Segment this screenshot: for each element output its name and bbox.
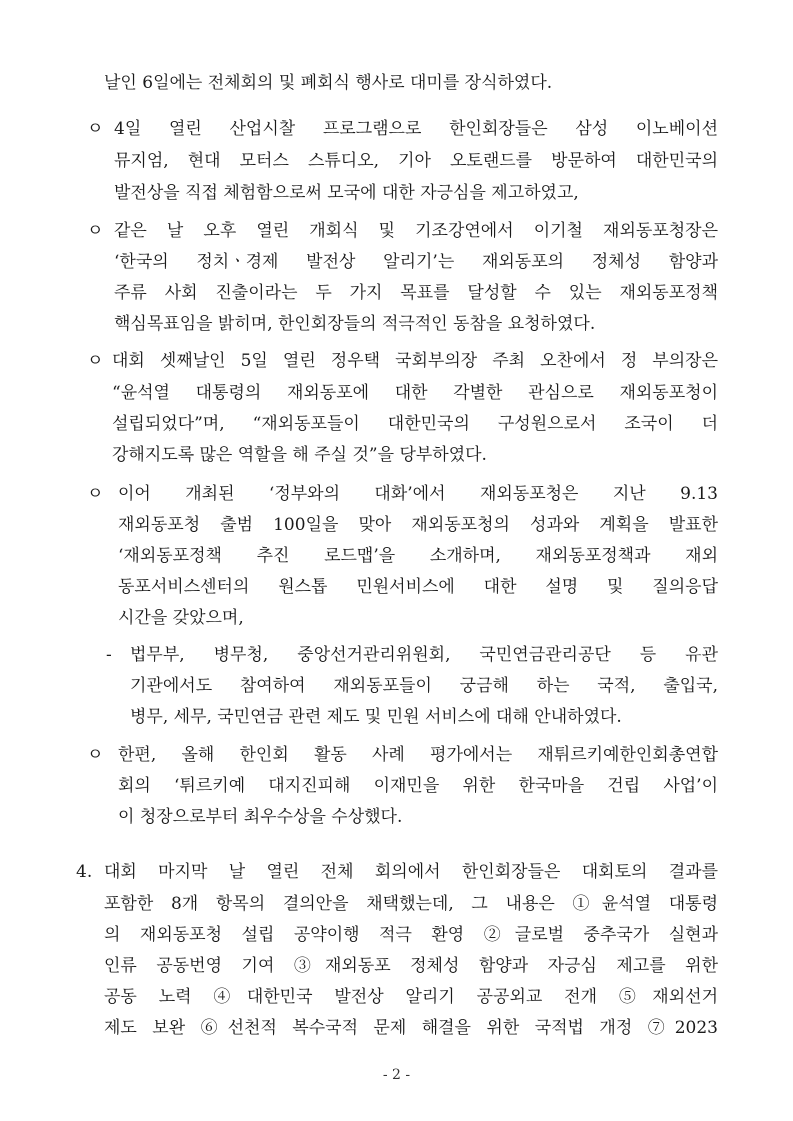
bullet-item-line: 같은 날 오후 열린 개회식 및 기조강연에서 이기철 재외동포청장은 (114, 221, 718, 241)
bullet-marker: ㅇ (87, 484, 104, 504)
dash-item-line: 병무, 세무, 국민연금 관련 제도 및 민원 서비스에 대해 안내하였다. (130, 707, 622, 727)
dash-marker: - (106, 645, 112, 665)
bullet-item-line: ‘한국의 정치ㆍ경제 발전상 알리기’는 재외동포의 정체성 함양과 (114, 252, 718, 272)
bullet-item-line: 대회 셋째날인 5일 열린 정우택 국회부의장 주최 오찬에서 정 부의장은 (112, 351, 718, 371)
section-line: 포함한 8개 항목의 결의안을 채택했는데, 그 내용은 ①윤석열 대통령 (104, 894, 718, 914)
bullet-item-line: 회의 ‘튀르키예 대지진피해 이재민을 위한 한국마을 건립 사업’이 (118, 776, 718, 796)
page-number: - 2 - (382, 1067, 411, 1083)
bullet-item-line: 발전상을 직접 체험함으로써 모국에 대한 자긍심을 제고하였고, (114, 183, 579, 203)
bullet-marker: ㅇ (87, 221, 104, 241)
bullet-item-line: “윤석열 대통령의 재외동포에 대한 각별한 관심으로 재외동포청이 (112, 383, 718, 403)
dash-item-line: 법무부, 병무청, 중앙선거관리위원회, 국민연금관리공단 등 유관 (130, 645, 718, 665)
paragraph-line: 날인 6일에는 전체회의 및 폐회식 행사로 대미를 장식하였다. (104, 73, 553, 93)
section-line: 공동 노력 ④대한민국 발전상 알리기 공공외교 전개 ⑤재외선거 (104, 987, 718, 1007)
bullet-item-line: 한편, 올해 한인회 활동 사례 평가에서는 재튀르키예한인회총연합 (118, 745, 718, 765)
bullet-item-line: 강해지도록 많은 역할을 해 주실 것”을 당부하였다. (112, 445, 487, 465)
bullet-item-line: 동포서비스센터의 원스톱 민원서비스에 대한 설명 및 질의응답 (118, 577, 718, 597)
bullet-item-line: 뮤지엄, 현대 모터스 스튜디오, 기아 오토랜드를 방문하여 대한민국의 (114, 151, 718, 171)
bullet-item-line: 주류 사회 진출이라는 두 가지 목표를 달성할 수 있는 재외동포정책 (114, 283, 718, 303)
bullet-item-line: 설립되었다”며, “재외동포들이 대한민국의 구성원으로서 조국이 더 (112, 414, 718, 434)
bullet-item-line: 이어 개최된 ‘정부와의 대화’에서 재외동포청은 지난 9.13 (118, 484, 718, 504)
section-line: 대회 마지막 날 열린 전체 회의에서 한인회장들은 대회토의 결과를 (104, 862, 718, 882)
bullet-item-line: 이 청장으로부터 최우수상을 수상했다. (118, 807, 403, 827)
bullet-item-line: 4일 열린 산업시찰 프로그램으로 한인회장들은 삼성 이노베이션 (114, 119, 718, 139)
bullet-item-line: ‘재외동포정책 추진 로드맵’을 소개하며, 재외동포정책과 재외 (118, 546, 718, 566)
section-line: 인류 공동번영 기여 ③재외동포 정체성 함양과 자긍심 제고를 위한 (104, 956, 718, 976)
bullet-marker: ㅇ (87, 745, 104, 765)
bullet-item-line: 핵심목표임을 밝히며, 한인회장들의 적극적인 동참을 요청하였다. (114, 314, 596, 334)
bullet-marker: ㅇ (87, 119, 104, 139)
bullet-item-line: 시간을 갖았으며, (118, 608, 244, 628)
section-line: 의 재외동포청 설립 공약이행 적극 환영 ②글로벌 중추국가 실현과 (104, 925, 718, 945)
section-number: 4. (76, 862, 93, 882)
bullet-item-line: 재외동포청 출범 100일을 맞아 재외동포청의 성과와 계획을 발표한 (118, 515, 718, 535)
section-line: 제도 보완 ⑥선천적 복수국적 문제 해결을 위한 국적법 개정 ⑦2023 (104, 1018, 718, 1038)
dash-item-line: 기관에서도 참여하여 재외동포들이 궁금해 하는 국적, 출입국, (130, 676, 718, 696)
bullet-marker: ㅇ (87, 351, 104, 371)
